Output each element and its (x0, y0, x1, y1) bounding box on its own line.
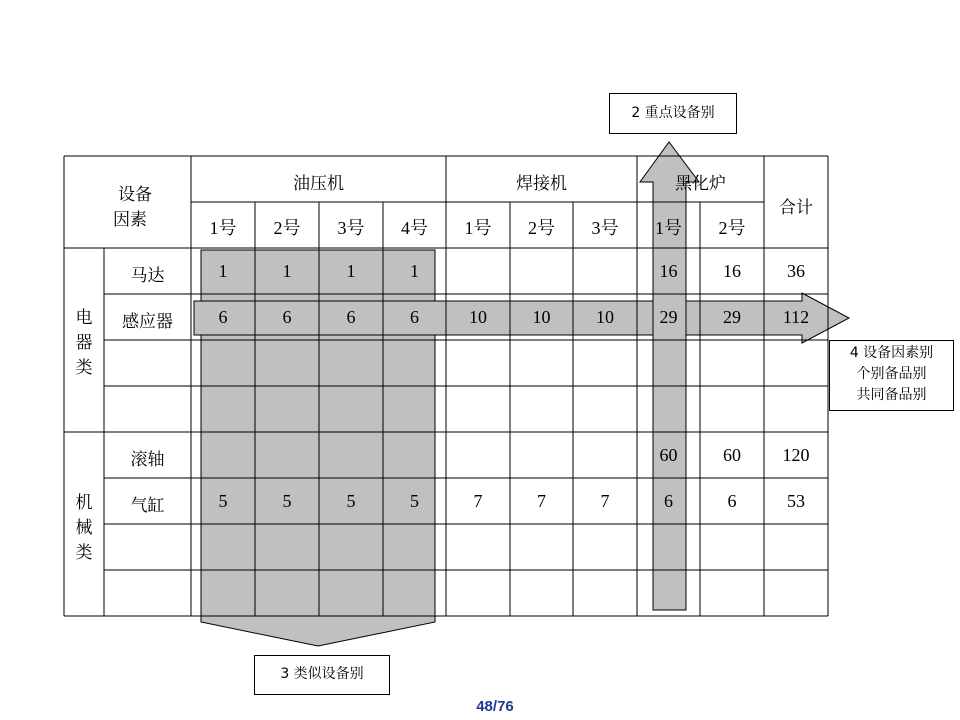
unit-header: 1号 (464, 218, 492, 238)
category-label-mechanical: 机 械 类 (75, 493, 93, 563)
table-cell: 5 (410, 491, 419, 511)
row-total: 36 (787, 261, 805, 281)
callout-common-parts-line: 共同备品别 (856, 387, 927, 403)
key-equipment-arrow (640, 142, 699, 610)
callout-similar-equipment-text: 3 类似设备别 (280, 666, 364, 682)
row-total: 112 (782, 307, 810, 327)
table-cell: 7 (600, 491, 610, 511)
table-cell: 29 (659, 307, 678, 327)
row-total: 120 (782, 445, 810, 465)
unit-header: 4号 (401, 218, 428, 238)
table-cell: 16 (659, 261, 678, 281)
unit-header: 3号 (337, 218, 365, 238)
table-cell: 10 (596, 307, 614, 327)
unit-header: 2号 (273, 218, 301, 238)
table-cell: 7 (473, 491, 483, 511)
callout-equipment-factor-line: 4 设备因素别 (849, 345, 934, 361)
table-cell: 6 (282, 307, 292, 327)
total-header: 合计 (779, 198, 813, 218)
table-cell: 6 (410, 307, 419, 327)
table-cell: 5 (346, 491, 356, 511)
table-cell: 1 (410, 261, 419, 281)
table-cell: 29 (723, 307, 741, 327)
callout-individual-parts-line: 个别备品别 (856, 366, 927, 382)
unit-header: 1号 (209, 218, 237, 238)
table-cell: 5 (218, 491, 228, 511)
table-cell: 60 (659, 445, 678, 465)
corner-header-bottom: 因素 (113, 210, 147, 230)
callout-key-equipment-text: 2 重点设备别 (631, 105, 715, 121)
table-cell: 1 (282, 261, 292, 281)
corner-header-top: 设备 (118, 185, 152, 205)
table-cell: 6 (727, 491, 737, 511)
group-header-blackening-furnace: 黑化炉 (675, 174, 726, 194)
category-label-electrical: 电 器 类 (75, 308, 93, 378)
table-cell: 5 (282, 491, 292, 511)
unit-header: 2号 (718, 218, 746, 238)
callout-similar-equipment (254, 655, 390, 695)
table-cell: 10 (532, 307, 551, 327)
callout-key-equipment (609, 93, 737, 134)
row-name-sensor: 感应器 (122, 312, 173, 332)
callout-equipment-factor (829, 340, 954, 411)
table-cell: 6 (218, 307, 228, 327)
unit-header: 2号 (528, 218, 555, 238)
table-cell: 6 (664, 491, 673, 511)
page-number: 48/76 (476, 698, 514, 715)
row-name-motor: 马达 (130, 266, 165, 286)
table-cell: 16 (723, 261, 741, 281)
unit-header: 1号 (655, 218, 682, 238)
table-cell: 1 (346, 261, 356, 281)
table-cell: 10 (469, 307, 487, 327)
row-name-cylinder: 气缸 (130, 496, 165, 516)
table-cell: 7 (537, 491, 546, 511)
table-cell: 6 (346, 307, 356, 327)
table-cell: 60 (723, 445, 741, 465)
group-header-hydraulic-press: 油压机 (293, 174, 344, 194)
row-total: 53 (787, 491, 805, 511)
row-name-roller: 滚轴 (130, 450, 165, 470)
unit-header: 3号 (591, 218, 619, 238)
group-header-welding-machine: 焊接机 (516, 174, 567, 194)
table-cell: 1 (218, 261, 228, 281)
